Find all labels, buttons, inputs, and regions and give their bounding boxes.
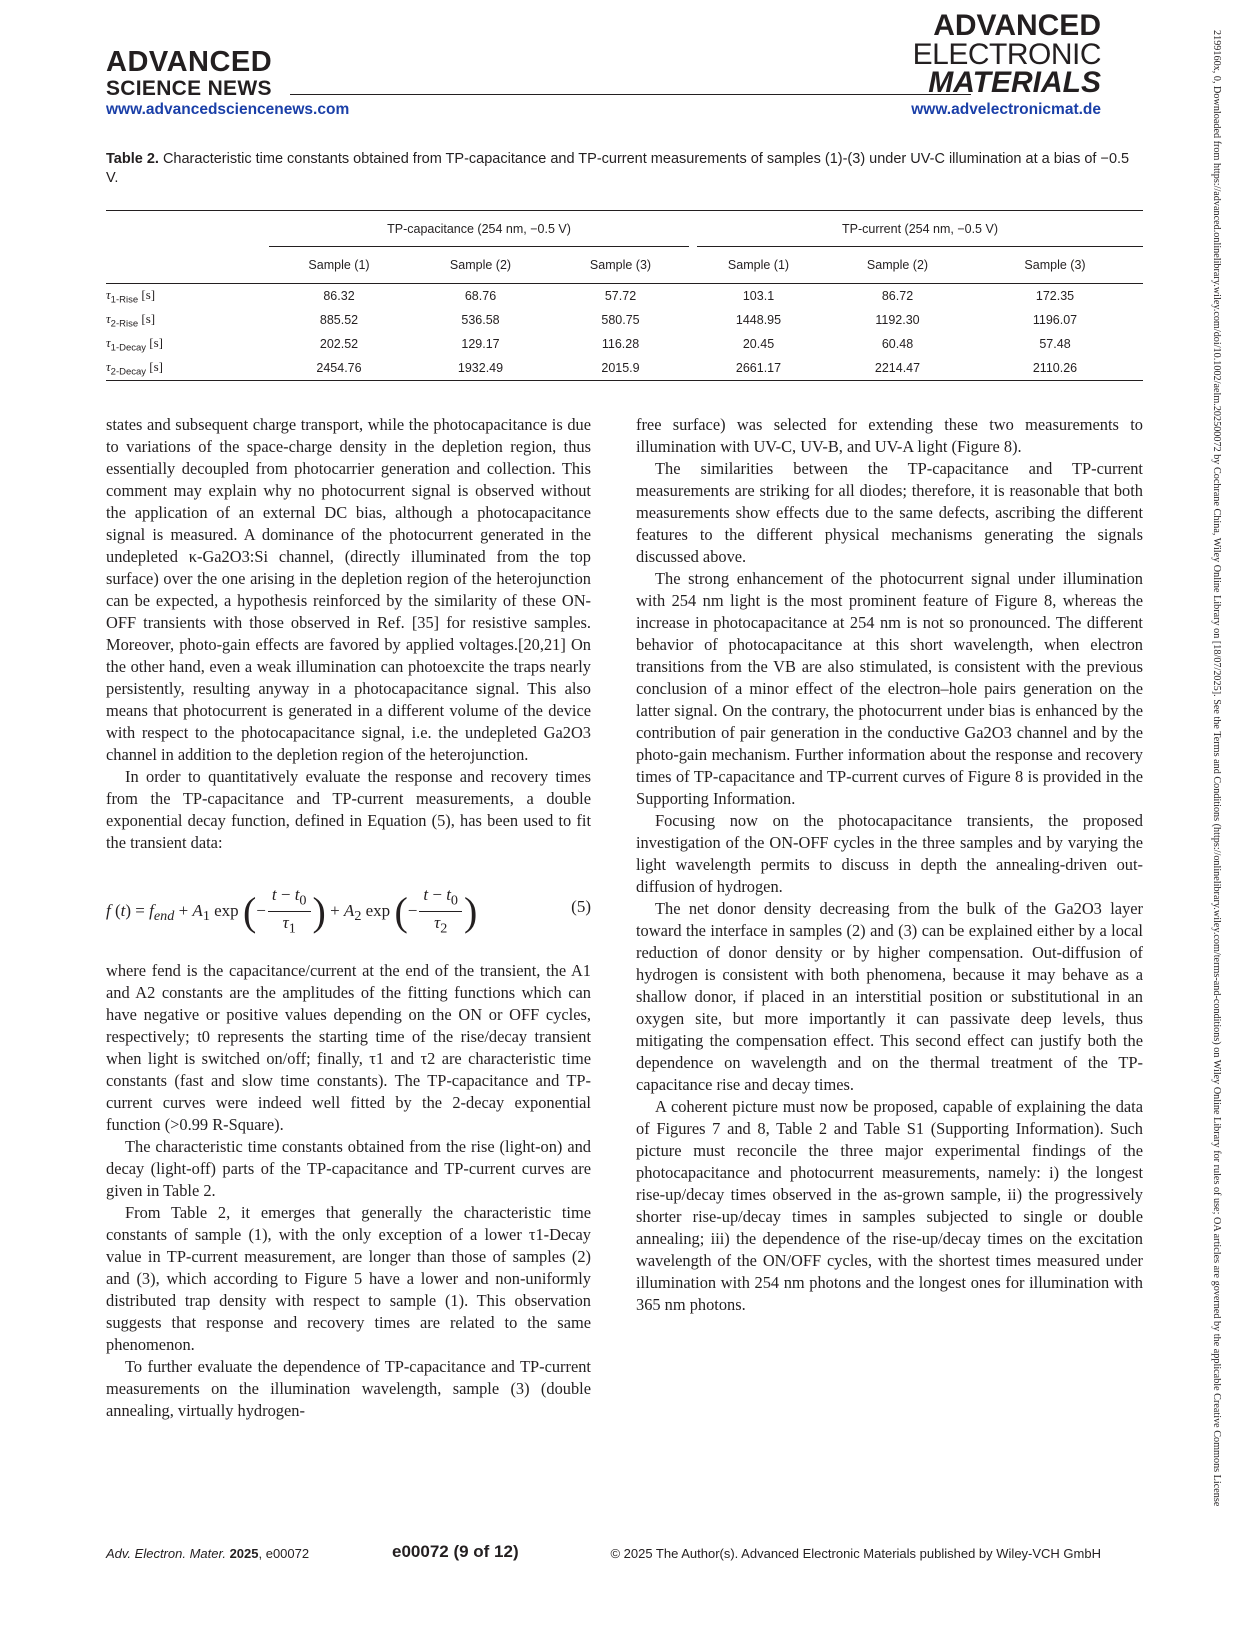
right-text-column [636, 414, 1143, 1316]
column-header: Sample (3) [552, 247, 689, 284]
table-cell: 57.72 [604, 289, 637, 303]
table-cell: 20.45 [742, 337, 775, 351]
logo-right-line3: MATERIALS [928, 66, 1101, 99]
paragraph: states and subsequent charge transport, while the photocapacitance is due to variations of the space-charge density in the depletion region, thus essentially decoupled from photocarrier generation and collection. This comment may explain why no photocurrent signal is observed without the application of an external DC bias, although a photocapacitance signal is measured. A dominance of the photocurrent generated in the undepleted κ-Ga2O3:Si channel, (directly illuminated from the top surface) over the one arising in the depletion region of the heterojunction can be expected, a hypothesis reinforced by the similarity of these ON-OFF transients with those observed in Ref. [35] for resistive samples. Moreover, photo-gain effects are favored by applied voltages.[20,21] On the other hand, even a weak illumination can photoexcite the traps nearly persistently, resulting anyway in a photocapacitance signal. This also means that photocurrent is generated in a different volume of the device with respect to the photocapacitance signal, i.e. the undepleted Ga2O3 channel in addition to the depletion region of the heterojunction. [106, 415, 591, 764]
paragraph: From Table 2, it emerges that generally the characteristic time constants of sample (1), with the only exception of a lower τ1-Decay value in TP-current measurement, are longer than those of samples (2) and (3), which according to Figure 5 have a lower and non-uniformly distributed trap density with respect to sample (1). This observation suggests that response and recovery times are related to the same phenomenon. [106, 1203, 591, 1354]
logo-left-line1: ADVANCED [106, 46, 273, 78]
table-cell: 116.28 [601, 337, 640, 351]
column-header: Sample (1) [269, 247, 409, 284]
column-header: Sample (3) [967, 247, 1143, 284]
column-header: Sample (2) [828, 247, 967, 284]
table-caption-text: Characteristic time constants obtained from TP-capacitance and TP-current measurements of samples (1)-(3) under UV-C illumination at a bias of −0.5 V. [106, 151, 1130, 186]
time-constants-table [106, 210, 1143, 381]
table-cell: 2661.17 [689, 356, 828, 381]
left-url-link[interactable]: www.advancedsciencenews.com [106, 101, 350, 118]
paragraph: A coherent picture must now be proposed, capable of explaining the data of Figures 7 and 8, Table 2 and Table S1 (Supporting Information). Such picture must reconcile the three major experimental findings of the photocapacitance and photocurrent measurements, namely: i) the longest rise-up/decay times observed in the as-grown sample, ii) the progressively shorter rise-up/decay times in samples subjected to single or double annealing; iii) the dependence of the rise-up/decay times on the excitation wavelength of the ON/OFF cycles, with the shortest times measured under illumination with 254 nm photons and the longest ones for illumination with 365 nm photons. [636, 1097, 1143, 1314]
table-cell: 103.1 [742, 289, 775, 303]
header-rule [290, 94, 971, 95]
table-cell: 536.58 [461, 313, 500, 327]
row-label: $\tau_{2-Rise}$ [s] [106, 310, 156, 330]
table-row [106, 356, 1143, 381]
column-header: Sample (2) [409, 247, 552, 284]
table-cell: 2214.47 [828, 356, 967, 381]
download-notice-sidebar: 2199160x, 0, Downloaded from https://advanced.onlinelibrary.wiley.com/doi/10.1002/aelm.202500072 by Cochrane China, Wiley Online Library on [18/07/2025]. See the Terms and Conditions (https://onlinelibrary.wiley.com/terms-and-conditions) on Wiley Online Library for rules of use; OA articles are governed by the applicable Creative Commons License [1211, 30, 1222, 1507]
table-row [106, 332, 1143, 356]
table-row [106, 284, 1143, 309]
table-cell: 2110.26 [967, 356, 1143, 381]
table-cell: 1448.95 [735, 313, 782, 327]
paragraph: The net donor density decreasing from the bulk of the Ga2O3 layer toward the interface in samples (2) and (3) can be explained either by a local reduction of donor density or by higher compensation. Out-diffusion of hydrogen is consistent with both phenomena, because it may behave as a shallow donor, if placed in an interstitial position or substitutional in an oxygen site, but more importantly it can passivate deep levels, thus mitigating the compensation effect. This second effect can justify both the dependence on wavelength and on the thermal treatment of the TP-capacitance rise and decay times. [636, 899, 1143, 1094]
paragraph: In order to quantitatively evaluate the response and recovery times from the TP-capacitance and TP-current measurements, a double exponential decay function, defined in Equation (5), has been used to fit the transient data: [106, 767, 591, 852]
paragraph: Focusing now on the photocapacitance transients, the proposed investigation of the ON-OFF cycles in the three samples and by varying the light wavelength permits to discuss in depth the annealing-driven out-diffusion of hydrogen. [636, 811, 1143, 896]
table-cell: 885.52 [319, 313, 359, 327]
footer-copyright: © 2025 The Author(s). Advanced Electronic Materials published by Wiley-VCH GmbH [610, 1546, 1101, 1561]
paragraph: free surface) was selected for extending these two measurements to illumination with UV-C, UV-B, and UV-A light (Figure 8). [636, 415, 1143, 456]
table-cell: 202.52 [319, 337, 359, 351]
table-cell: 172.35 [1035, 289, 1075, 303]
paragraph: The similarities between the TP-capacitance and TP-current measurements are striking for all diodes; therefore, it is reasonable that both measurements show effects due to the same defects, ascribing the different features to the different physical mechanisms generating the signals discussed above. [636, 459, 1143, 566]
journal-logo-left [106, 48, 272, 99]
equation-number: (5) [571, 897, 591, 916]
paragraph: The characteristic time constants obtained from the rise (light-on) and decay (light-off) parts of the TP-capacitance and TP-current curves are given in Table 2. [106, 1137, 591, 1200]
table-cell: 86.32 [323, 289, 355, 303]
table-cell: 1932.49 [409, 356, 552, 381]
table-cell: 580.75 [601, 313, 640, 327]
table-row [106, 308, 1143, 332]
logo-right-line2: ELECTRONIC [912, 37, 1101, 71]
table-caption [106, 150, 1143, 188]
row-label: $\tau_{2-Decay}$ [s] [106, 356, 269, 381]
row-label: $\tau_{1-Decay}$ [s] [106, 334, 163, 354]
left-text-column [106, 414, 591, 1422]
equation-5 [106, 866, 591, 948]
table-cell: 1196.07 [1032, 313, 1078, 327]
footer-citation: Adv. Electron. Mater. 2025, e00072 [106, 1546, 310, 1561]
table-cell: 129.17 [461, 337, 500, 351]
group-header-tp-current: TP-current (254 nm, −0.5 V) [689, 211, 1143, 248]
table-cell: 68.76 [464, 289, 497, 303]
logo-left-line2: SCIENCE NEWS [106, 77, 272, 100]
equation-expression: f $(t) = f_{end} + A_1$ exp (− $\frac{t - t_0}{\tau_1}$ ) + $A_2$ exp (− $\frac{t - t_0}{\tau_2}$ ) [106, 885, 478, 937]
right-url-link[interactable]: www.advelectronicmat.de [911, 101, 1101, 118]
journal-logo-right [912, 9, 1101, 99]
paragraph: To further evaluate the dependence of TP-capacitance and TP-current measurements on the illumination wavelength, sample (3) (double annealing, virtually hydrogen- [106, 1357, 591, 1420]
row-label: $\tau_{1-Rise}$ [s] [106, 286, 156, 306]
table-caption-label: Table 2. [106, 151, 159, 167]
table-cell: 57.48 [1039, 337, 1071, 351]
group-header-tp-capacitance: TP-capacitance (254 nm, −0.5 V) [269, 211, 689, 248]
logo-right-line1: ADVANCED [933, 9, 1101, 42]
table-cell: 60.48 [881, 337, 914, 351]
table-cell: 1192.30 [875, 313, 920, 327]
table-cell: 86.72 [881, 289, 914, 303]
footer-page-number: e00072 (9 of 12) [392, 1542, 519, 1561]
paragraph: where fend is the capacitance/current at the end of the transient, the A1 and A2 constants are the amplitudes of the fitting functions which can have negative or positive values depending on the ON or OFF cycles, respectively; t0 represents the starting time of the rise/decay transient when light is switched on/off; finally, τ1 and τ2 are characteristic time constants (fast and slow time constants). The TP-capacitance and TP-current curves were indeed well fitted by the 2-decay exponential function (>0.99 R-Square). [106, 961, 591, 1134]
column-header: Sample (1) [689, 247, 828, 284]
paragraph: The strong enhancement of the photocurrent signal under illumination with 254 nm light is the most prominent feature of Figure 8, whereas the increase in photocapacitance at 254 nm is not so pronounced. The different behavior of photocapacitance at this short wavelength, when electron transitions from the VB are also stimulated, is consistent with the previous conclusion of a minor effect of the electron–hole pairs generation on the latter signal. On the contrary, the photocurrent under bias is enhanced by the contribution of pair generation in the conductive Ga2O3 channel and by the photo-gain mechanism. Further information about the response and recovery times of TP-capacitance and TP-current curves of Figure 8 is provided in the Supporting Information. [636, 569, 1143, 808]
table-cell: 2454.76 [269, 356, 409, 381]
table-cell: 2015.9 [552, 356, 689, 381]
